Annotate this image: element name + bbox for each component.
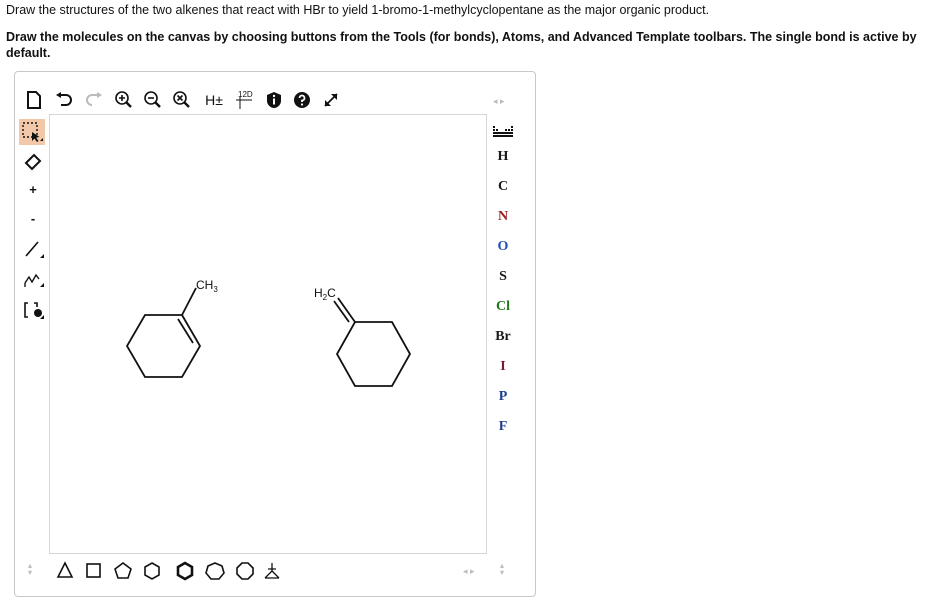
- benzene-template-icon[interactable]: [178, 563, 192, 579]
- cyclopropane-template-icon[interactable]: [58, 563, 72, 577]
- clean-2d-label: 12D: [238, 90, 253, 99]
- molecule-methylenecyclohexane[interactable]: [314, 286, 410, 386]
- methylene-label: $H_2C$: [314, 286, 336, 302]
- atom-button-br[interactable]: Br: [495, 329, 511, 344]
- periodic-table-icon[interactable]: [491, 121, 515, 141]
- increase-charge-button[interactable]: +: [29, 181, 37, 197]
- question-text: Draw the structures of the two alkenes that react with HBr to yield 1-bromo-1-methylcyclopentane as the major organic product.: [6, 3, 710, 17]
- cyclooctane-template-icon[interactable]: [237, 563, 253, 579]
- atom-button-i[interactable]: I: [500, 359, 506, 374]
- atoms-scroll-arrows[interactable]: ▴ ▾: [500, 561, 505, 577]
- left-toolbar-scroll-arrows[interactable]: ▴ ▾: [28, 561, 33, 577]
- atom-button-cl[interactable]: Cl: [496, 299, 510, 314]
- atom-button-c[interactable]: C: [497, 179, 509, 194]
- atom-button-h[interactable]: H: [497, 149, 509, 164]
- cycloheptane-template-icon[interactable]: [206, 563, 224, 579]
- cyclobutane-template-icon[interactable]: [87, 564, 100, 577]
- atom-button-p[interactable]: P: [498, 389, 508, 404]
- template-scroll-arrows[interactable]: ◂ ▸: [463, 566, 475, 576]
- cyclohexane-template-icon[interactable]: [145, 563, 159, 579]
- instructions-text: Draw the molecules on the canvas by choosing buttons from the Tools (for bonds), Atoms, and Advanced Template toolbars. The single bond is active by default.: [6, 30, 917, 60]
- toggle-hydrogens-button[interactable]: H±: [205, 92, 223, 108]
- cyclopentane-template-icon[interactable]: [115, 563, 131, 578]
- template-toolbar: [50, 560, 290, 584]
- atom-button-s[interactable]: S: [499, 269, 507, 284]
- decrease-charge-button[interactable]: -: [30, 210, 36, 226]
- atom-button-f[interactable]: F: [498, 419, 508, 434]
- atom-button-o[interactable]: O: [497, 239, 509, 254]
- molecule-1-methylcyclohexene[interactable]: [127, 278, 218, 377]
- atom-button-n[interactable]: N: [497, 209, 509, 224]
- methyl-label: $CH_3$: [196, 278, 218, 294]
- top-toolbar-scroll-arrows[interactable]: ◂ ▸: [493, 96, 505, 106]
- bicyclic-template-icon[interactable]: [265, 563, 279, 578]
